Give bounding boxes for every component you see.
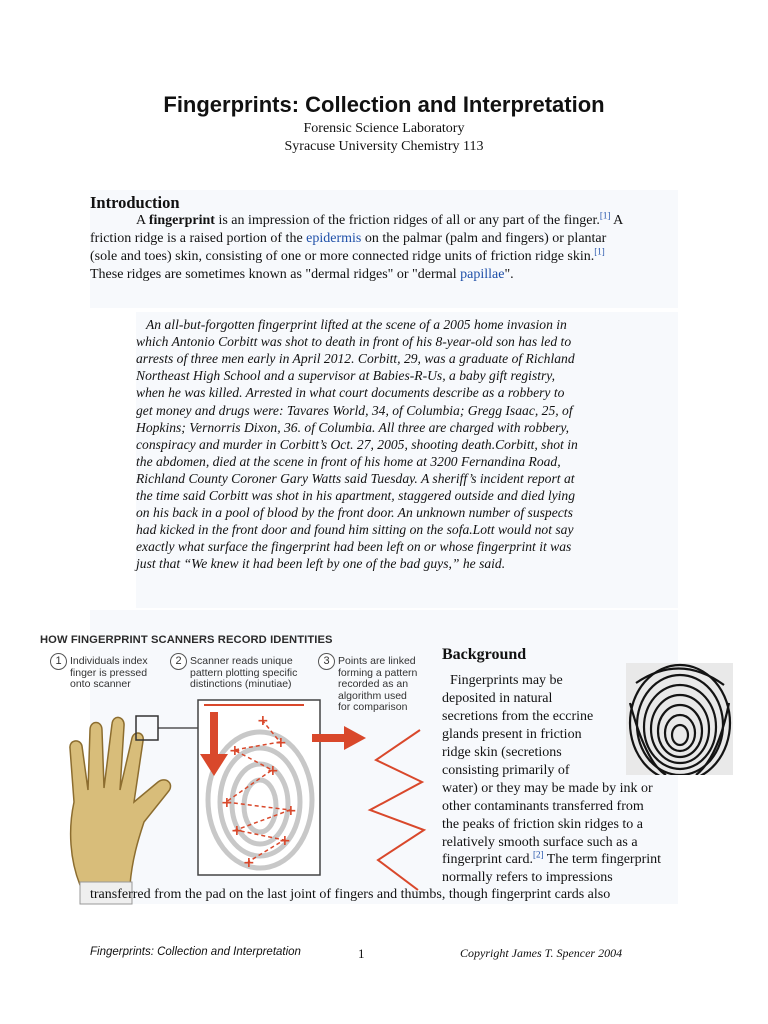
quote-line: get money and drugs were: Tavares World, 34, of Columbia; Gregg Isaac, 25, of: [136, 402, 573, 418]
background-line-9: the peaks of friction skin ridges to a: [442, 817, 644, 832]
footer-page-number: 1: [358, 946, 365, 961]
intro-line-3: (sole and toes) skin, consisting of one or more connected ridge units of friction ridge skin.[1]: [90, 246, 605, 264]
step-2-text: Scanner reads unique pattern plotting specific distinctions (minutiae): [190, 655, 298, 690]
background-line-12: normally refers to impressions: [442, 870, 613, 885]
background-line-7: water) or they may be made by ink or: [442, 781, 653, 796]
svg-text:+: +: [275, 735, 287, 751]
svg-text:+: +: [257, 713, 269, 729]
background-line-5: ridge skin (secretions: [442, 745, 562, 760]
term-fingerprint: fingerprint: [148, 213, 215, 228]
background-line-8: other contaminants transferred from: [442, 799, 644, 814]
citation-2[interactable]: [2]: [532, 849, 544, 860]
quote-line: which Antonio Corbitt was shot to death in front of his 8-year-old son has led to: [136, 334, 572, 350]
fingerprint-photo: [626, 663, 733, 775]
quote-line: the abdomen, died at the scene in front of his home at 3200 Fernandina Road,: [136, 453, 561, 469]
quote-line: had kicked in the front door and found him sitting on the sofa.Lott would not say: [136, 522, 574, 538]
background-line-1: Fingerprints may be: [450, 673, 563, 688]
background-line-2: deposited in natural: [442, 691, 553, 706]
footer-title: Fingerprints: Collection and Interpretation: [90, 946, 301, 958]
quote-line: Hopkins; Vernorris Dixon, 36. of Columbia. All three are charged with robbery,: [136, 419, 570, 435]
citation-1[interactable]: [1]: [599, 210, 611, 221]
link-papillae[interactable]: papillae: [460, 267, 505, 282]
scanner-diagram: [40, 690, 440, 905]
background-line-3: secretions from the eccrine: [442, 709, 594, 724]
intro-line-4: These ridges are sometimes known as "dermal ridges" or "dermal papillae".: [90, 267, 514, 282]
citation-1b[interactable]: [1]: [594, 246, 605, 257]
quote-line: An all-but-forgotten fingerprint lifted at the scene of a 2005 home invasion in: [146, 317, 567, 332]
svg-text:+: +: [229, 743, 241, 759]
background-line-10: relatively smooth surface such as a: [442, 835, 638, 850]
svg-text:+: +: [221, 795, 233, 811]
intro-line-1: A fingerprint is an impression of the friction ridges of all or any part of the finger.[1] A: [136, 210, 624, 228]
intro-line-2: friction ridge is a raised portion of the epidermis on the palmar (palm and fingers) or plantar: [90, 231, 607, 246]
background-line-13: transferred from the pad on the last joint of fingers and thumbs, though fingerprint cards also: [90, 887, 611, 902]
link-epidermis[interactable]: epidermis: [306, 231, 362, 246]
quote-line: on his back in a pool of blood by the front door. An unknown number of suspects: [136, 505, 573, 521]
algorithm-pattern: [370, 730, 424, 890]
quote-line: just that “We knew it had been left by one of the bad guys,” he said.: [136, 556, 506, 572]
background-heading: Background: [442, 646, 527, 663]
subtitle-lab: Forensic Science Laboratory: [303, 121, 465, 136]
quote-line: exactly what surface the fingerprint had been left on or whose fingerprint it was: [136, 539, 572, 555]
step-1-number: 1: [50, 653, 67, 670]
step-2-number: 2: [170, 653, 187, 670]
step-3-text: Points are linked forming a pattern recorded as an algorithm used for comparison: [338, 655, 418, 713]
svg-text:+: +: [243, 855, 255, 871]
quote-line: Richland County Coroner Gary Watts said Tuesday. A sheriff’s incident report at: [136, 470, 575, 486]
step-3-number: 3: [318, 653, 335, 670]
step-1-text: Individuals index finger is pressed onto scanner: [70, 655, 148, 690]
subtitle-course: Syracuse University Chemistry 113: [284, 139, 484, 154]
quote-line: Northeast High School and a supervisor at Babies-R-Us, a baby gift registry,: [136, 368, 555, 384]
svg-text:+: +: [231, 823, 243, 839]
quote-line: when he was killed. Arrested in what court documents describe as a robbery to: [136, 385, 565, 401]
background-line-11: fingerprint card.[2] The term fingerprint: [442, 849, 662, 867]
background-line-4: glands present in friction: [442, 727, 582, 742]
page-title: Fingerprints: Collection and Interpretation: [163, 92, 605, 117]
svg-text:+: +: [285, 803, 297, 819]
svg-text:+: +: [279, 833, 291, 849]
quote-line: conspiracy and murder in Corbitt’s Oct. 27, 2005, shooting death.Corbitt, shot in: [136, 436, 578, 452]
quote-line: the time said Corbitt was shot in his apartment, staggered outside and died lying: [136, 488, 576, 503]
footer-copyright: Copyright James T. Spencer 2004: [460, 946, 623, 960]
background-line-6: consisting primarily of: [442, 763, 570, 778]
intro-heading: Introduction: [90, 193, 180, 212]
figure-title: HOW FINGERPRINT SCANNERS RECORD IDENTITIES: [40, 634, 333, 646]
quote-line: arrests of three men early in April 2012. Corbitt, 29, was a graduate of Richland: [136, 351, 575, 367]
svg-text:+: +: [267, 763, 279, 779]
hand-illustration: [70, 717, 171, 904]
